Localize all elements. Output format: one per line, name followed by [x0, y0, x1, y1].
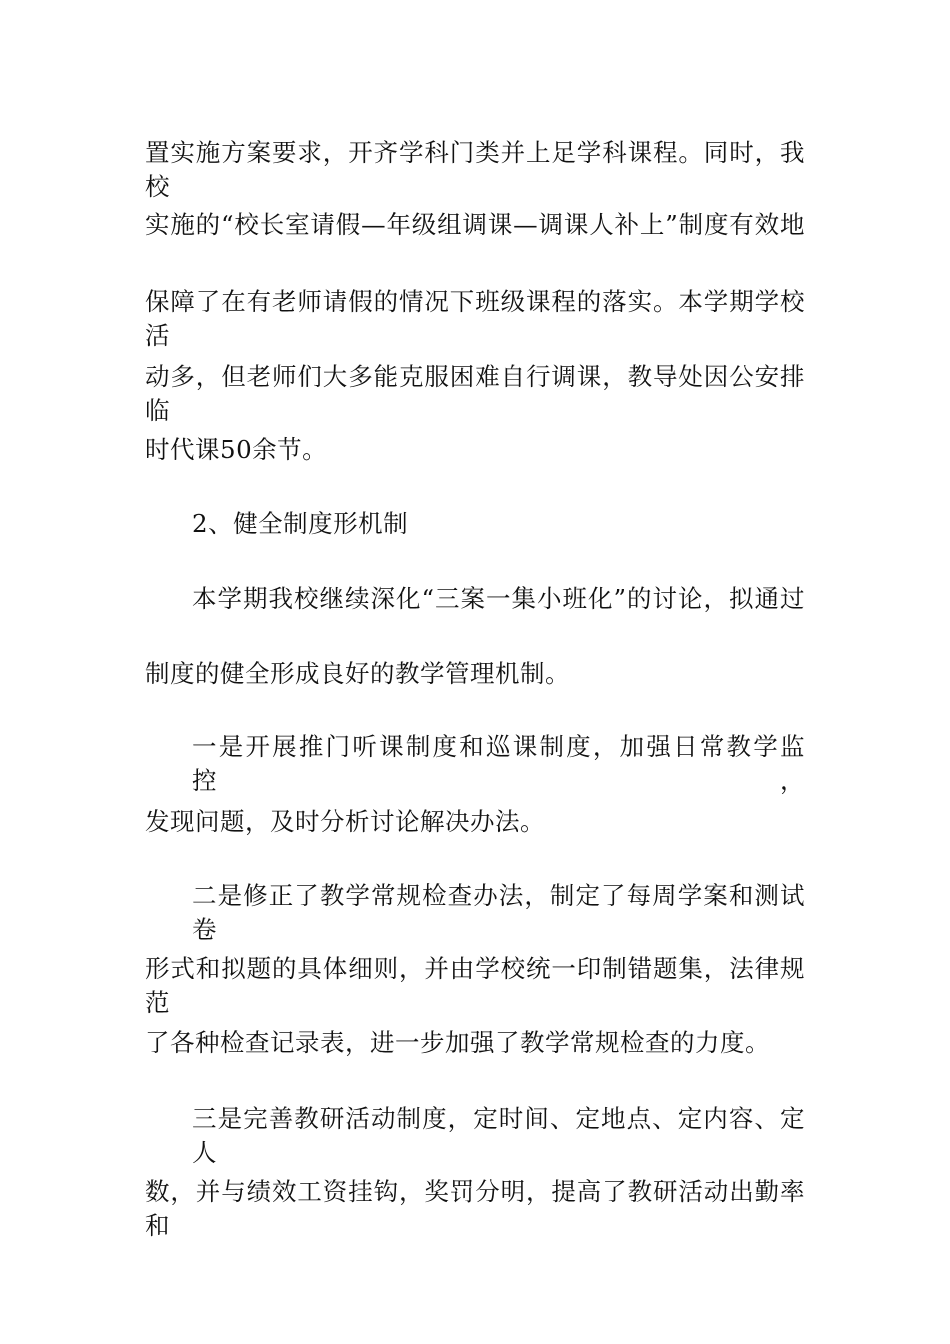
- text-line-13: 了各种检查记录表，进一步加强了教学常规检查的力度。: [145, 1028, 770, 1057]
- text-line-14: 三是完善教研活动制度，定时间、定地点、定内容、定人: [192, 1104, 805, 1167]
- text-line-4: 动多，但老师们大多能克服困难自行调课，教导处因公安排临: [145, 362, 805, 425]
- text-line-9: 一是开展推门听课制度和巡课制度，加强日常教学监控，: [192, 732, 805, 795]
- text-line-10: 发现问题，及时分析讨论解决办法。: [145, 807, 545, 836]
- section-heading: 2、健全制度形机制: [192, 509, 409, 538]
- text-line-3: 保障了在有老师请假的情况下班级课程的落实。本学期学校活: [145, 287, 805, 350]
- text-line-15: 数，并与绩效工资挂钩，奖罚分明，提高了教研活动出勤率和: [145, 1177, 805, 1240]
- text-line-2: 实施的“校长室请假—年级组调课—调课人补上”制度有效地: [145, 210, 805, 239]
- text-line-8: 制度的健全形成良好的教学管理机制。: [145, 659, 570, 688]
- text-line-1: 置实施方案要求，开齐学科门类并上足学科课程。同时，我校: [145, 138, 805, 201]
- text-line-12: 形式和拟题的具体细则，并由学校统一印制错题集，法律规范: [145, 954, 805, 1017]
- text-line-7: 本学期我校继续深化“三案一集小班化”的讨论，拟通过: [192, 584, 805, 613]
- text-line-11: 二是修正了教学常规检查办法，制定了每周学案和测试卷: [192, 881, 805, 944]
- text-line-5: 时代课50余节。: [145, 435, 328, 464]
